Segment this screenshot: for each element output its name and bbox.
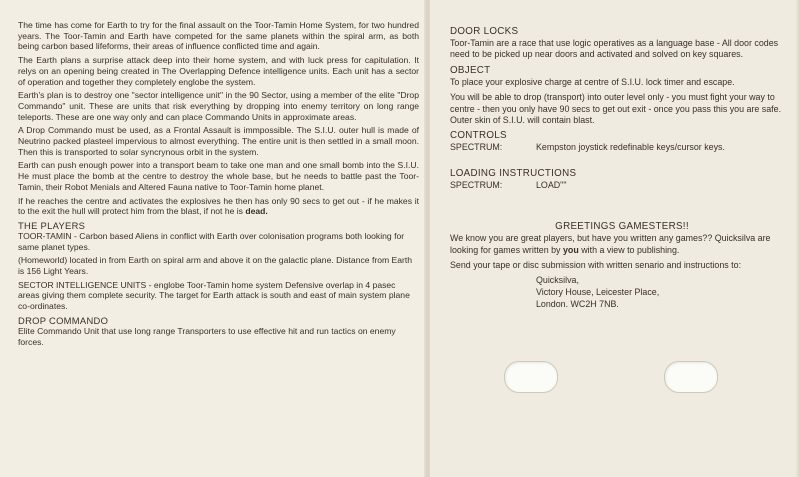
cassette-tab-slot-right	[664, 361, 718, 393]
address-block	[536, 275, 794, 310]
drop-commando-text: Elite Commando Unit that use long range Transporters to use effective hit and run tactics on enemy forces.	[18, 325, 396, 347]
players-toor-tamin: TOOR-TAMIN - Carbon based Aliens in conflict with Earth over colonisation programs both looking for same planet types.	[18, 230, 405, 252]
intro-paragraph-4: A Drop Commando must be used, as a Frontal Assault is immpossible. The S.I.U. outer hull is made of Neutrino packed plasteel impervious to almost everything. The entire unit is then settled in a small moon. Then this is transported to solar syncrynous orbit in the system.	[18, 125, 419, 157]
intro-paragraph-2: The Earth plans a surprise attack deep into their home system, and with luck press for capitulation. It relys on an opening being created in The Overlapping Defence intelligence units. Each unit has a sector of operation and together they completely englobe the system.	[18, 55, 419, 87]
controls-heading: CONTROLS	[450, 130, 507, 142]
controls-row	[450, 142, 794, 153]
reach-dead-bold: dead.	[245, 206, 268, 217]
players-homeworld: (Homeworld) located in from Earth on spiral arm and above it on the galactic plane. Distance from Earth is 156 Light Years.	[18, 255, 413, 277]
greetings-text-1	[450, 233, 794, 256]
drop-commando-heading: DROP COMMANDO	[18, 314, 109, 326]
loading-value: LOAD""	[536, 179, 567, 190]
greetings-text-2: Send your tape or disc submission with written senario and instructions to:	[450, 260, 742, 271]
page-edge	[796, 0, 800, 477]
reach-text: If he reaches the centre and activates the explosives he then has only 90 secs to get out - if he makes it to the exit the hull will protect him from the blast, if not he is	[18, 195, 419, 217]
players-heading: THE PLAYERS	[18, 219, 86, 231]
greet-text-b: with a view to publishing.	[581, 244, 680, 255]
door-locks-text: Toor-Tamin are a race that use logic operatives as a language base - All door codes need to be picked up near doors and activated and solved on key squares.	[450, 38, 779, 60]
intro-paragraph-5: Earth can push enough power into a transport beam to take one man and one small bomb into the S.I.U. He must place the bomb at the centre to destroy the whole base, but he needs to battle past the Toor-Tamin, their Robot Menials and Altered Fauna native to Toor-Tamin home planet.	[18, 160, 419, 192]
loading-heading: LOADING INSTRUCTIONS	[450, 167, 577, 179]
intro-paragraph-3: Earth's plan is to destroy one "sector intelligence unit" in the 90 Sector, using a member of the elite "Drop Commando" unit. These are units that risk everything by dropping into enemy territory on long range teleports. These are one way only and can place Commando Units in approximate areas.	[18, 90, 419, 122]
object-heading: OBJECT	[450, 64, 491, 76]
address-line-2: Victory House, Leicester Place,	[536, 287, 660, 298]
controls-value: Kempston joystick redefinable keys/cursor keys.	[536, 142, 725, 153]
loading-row	[450, 180, 794, 191]
siu-paragraph: SECTOR INTELLIGENCE UNITS - englobe Toor-Tamin home system Defensive overlap in 4 pasec areas giving them complete security. The target for Earth attack is south and east of main system plane co-ordinates.	[18, 279, 410, 312]
cassette-tab-slot-left	[504, 361, 558, 393]
greet-you-bold: you	[562, 244, 579, 255]
greetings-heading: GREETINGS GAMESTERS!!	[555, 221, 689, 233]
object-text-1: To place your explosive charge at centre of S.I.U. lock timer and escape.	[450, 76, 735, 87]
right-page	[430, 0, 800, 477]
loading-platform: SPECTRUM:	[450, 179, 503, 190]
reach-paragraph	[18, 196, 419, 217]
object-text-2: You will be able to drop (transport) into outer level only - you must fight your way to centre - then you only have 90 secs to get out exit - once you pass this you are safe. Outer skin of S.I.U. will contain blast.	[450, 92, 782, 126]
address-line-1: Quicksilva,	[536, 275, 579, 286]
greet-text-a: We know you are great players, but have you written any games?? Quicksilva are looking for games written by	[450, 233, 771, 255]
address-line-3: London. WC2H 7NB.	[536, 298, 619, 309]
intro-paragraph-1: The time has come for Earth to try for the final assault on the Toor-Tamin Home System, for two hundred years. The Toor-Tamin and Earth have competed for the same planets within the spiral arm, as both being carbon based lifeforms, their areas of influence conflicted time and again.	[18, 20, 419, 52]
controls-platform: SPECTRUM:	[450, 142, 503, 153]
door-locks-heading: DOOR LOCKS	[450, 26, 519, 37]
